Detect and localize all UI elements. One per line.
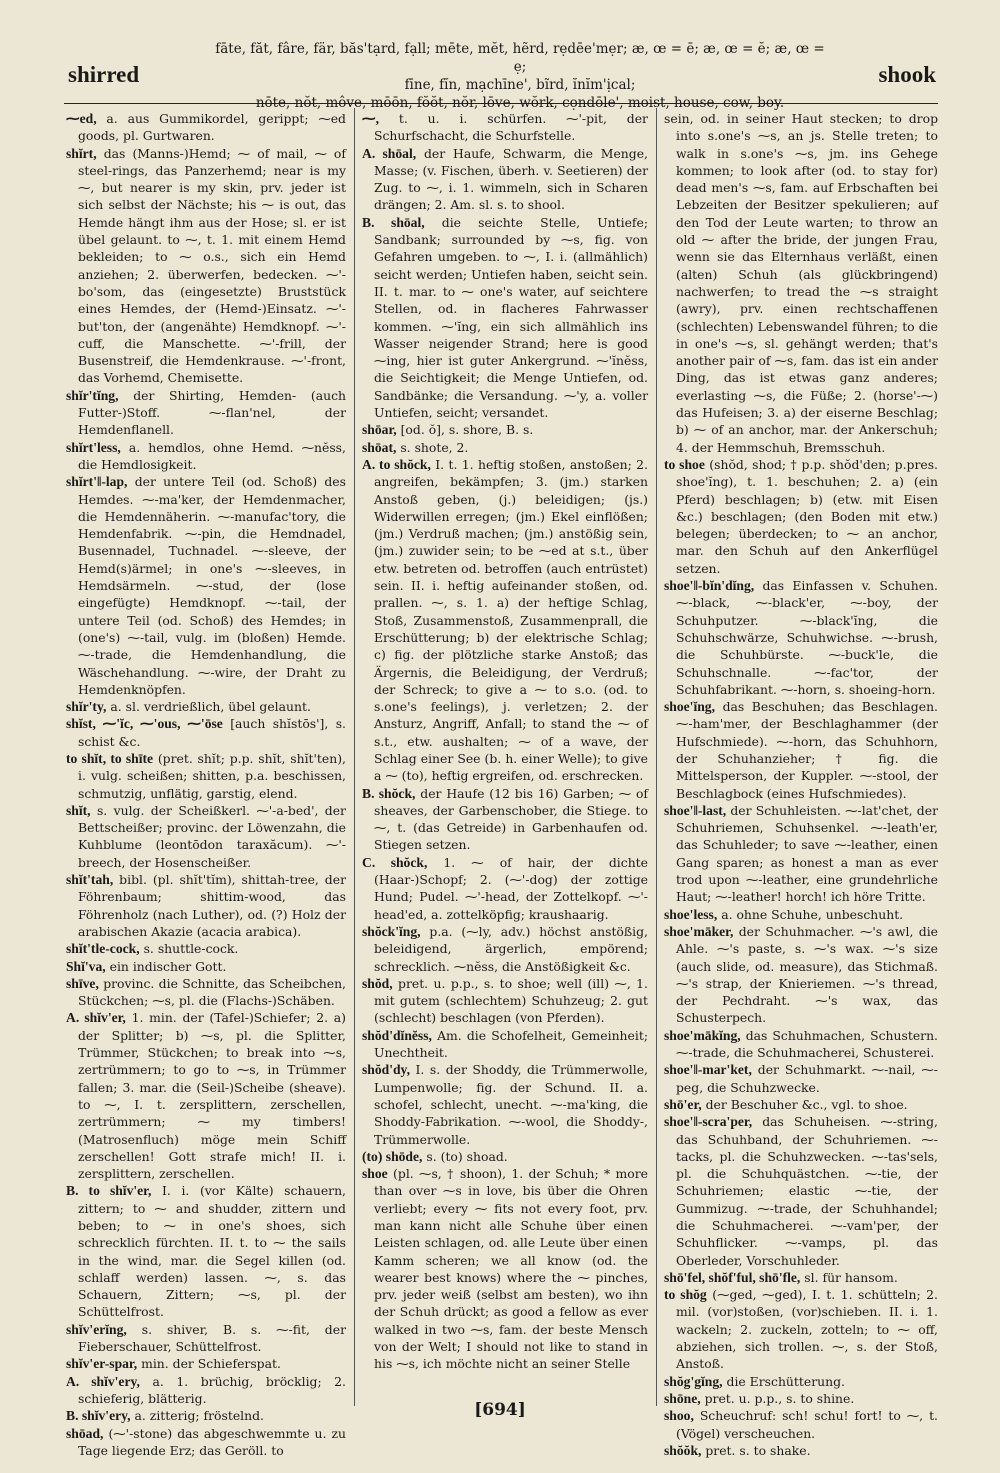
entry-headword: shĭrt'‖-lap,	[66, 474, 128, 490]
dictionary-entry	[664, 577, 938, 698]
dictionary-entry	[664, 1096, 938, 1113]
entry-definition: (pret. shĭt; p.p. shĭt, shĭt'ten), i. vulg. scheißen; shitten, p.a. beschissen, schmutzig, unflätig, garstig, elend.	[78, 750, 346, 801]
entry-headword: shĭrt'less,	[66, 439, 121, 455]
entry-headword: shŏd,	[362, 975, 393, 991]
entry-definition: das (Manns-)Hemd; ⁓ of mail, ⁓ of steel-rings, das Panzerhemd; near is my ⁓, but nearer is my skin, prv. jeder ist sich selbst der Nächste; his ⁓ is out, das Hemde hängt ihm aus der Hose; sl. er ist übel gelaunt. to ⁓, t. 1. mit einem Hemd bekleiden; to ⁓ o.s., sich ein Hemd anziehen; 2. überwerfen, bedecken. ⁓'-bo'som, das (eingesetzte) Bruststück eines Hemdes, der (Hemd-)Einsatz. ⁓'-but'ton, der (angenähte) Hemdknopf. ⁓'-cuff, die Manschette. ⁓'-frill, der Busenstreif, die Hemdenkrause. ⁓'-front, das Vorhemd, Chemisette.	[78, 145, 346, 386]
page-number: [694]	[474, 1400, 526, 1420]
entry-definition: pret. u. p.p., s. to shoe; well (ill) ⁓, 1. mit gutem (schlechtem) Schuhzeug; 2. gut (schlecht) beschlagen (von Pferden).	[374, 975, 648, 1026]
entry-definition: I. t. 1. heftig stoßen, anstoßen; 2. angreifen, bekämpfen; 3. (jm.) starken Anstoß geben, (j.) beleidigen; (js.) Widerwillen erregen; (jm.) Ekel einflößen; (jm.) Verdruß machen; (jm.) anstößig sein, (jm.) zuwider sein; to be ⁓ed at s.t., über etw. betreten od. betroffen (auch entrüstet) sein. II. i. heftig aufeinander stoßen, od. prallen. ⁓, s. 1. a) der heftige Schlag, Stoß, Zusammenstoß, Zusammenprall, die Erschütterung; b) der elektrische Schlag; c) fig. der plötzliche starke Anstoß; das Ärgernis, die Beleidigung, der Verdruß; der Schreck; to give a ⁓ to s.o. (od. to s.one's feelings), j. verletzen; 2. der Ansturz, Angriff, Anfall; to stand the ⁓ of s.t., etw. aushalten; ⁓ of a wave, der Schlag einer See (b. h. einer Welle); to give a ⁓ (to), heftig ergreifen, od. erschrecken.	[374, 456, 648, 784]
entry-definition: bibl. (pl. shĭt'tĭm), shittah-tree, der Föhrenbaum; shittim-wood, das Föhrenholz (nach Luther), od. (?) Holz der arabischen Akazie (acacia arabica).	[78, 872, 346, 939]
dictionary-entry	[362, 785, 648, 854]
guide-word-right: shook	[878, 62, 936, 87]
entry-definition: s. shiver, B. s. ⁓-fit, der Fieberschauer, Schüttelfrost.	[78, 1321, 346, 1355]
entry-definition: sein, od. in seiner Haut stecken; to drop into s.one's ⁓s, an js. Stelle treten; to walk in s.one's ⁓s, jm. ins Gehege kommen; to look after (od. to stay for) dead men's ⁓s, fam. auf Erbschaften bei Lebzeiten der Besitzer spekulieren; auf den Tod der Leute warten; to throw an old ⁓ after the bride, der jungen Frau, wenn sie das Elternhaus verläßt, einen (alten) Schuh (als glückbringend) nachwerfen; to tread the ⁓s straight (awry), prv. einen rechtschaffenen (schlechten) Lebenswandel führen; to die in one's ⁓s, sl. gehängt werden; that's another pair of ⁓s, fam. das ist ein ander Ding, das ist etwas ganz anderes; everlasting ⁓s, die Füße; 2. (horse'-⁓) das Hufeisen; 3. a) der eiserne Beschlag; b) ⁓ of an anchor, mar. der Ankerschuh; 4. der Hemmschuh, Bremsschuh.	[664, 111, 938, 455]
dictionary-entry	[664, 1027, 938, 1062]
entry-headword: shoe'less,	[664, 906, 718, 922]
pronunciation-key	[210, 40, 830, 112]
entry-headword: A. shĭv'ery,	[66, 1373, 140, 1389]
column-1	[66, 110, 346, 1458]
entry-headword: to shŏg	[664, 1287, 707, 1303]
entry-headword: shīve,	[66, 975, 99, 991]
header-rule	[64, 103, 938, 104]
entry-headword: shĭt'tah,	[66, 872, 114, 888]
entry-headword: shoe'‖-last,	[664, 802, 727, 818]
dictionary-entry	[664, 923, 938, 1027]
entry-headword: C. shŏck,	[362, 854, 428, 870]
dictionary-entry	[664, 1269, 938, 1286]
entry-definition: s. (to) shoad.	[426, 1148, 508, 1164]
guide-word-left: shirred	[68, 62, 140, 87]
entry-headword: shĭr'ty,	[66, 699, 107, 715]
dictionary-entry	[362, 923, 648, 975]
dictionary-entry	[66, 698, 346, 715]
entry-definition: 1. min. der (Tafel-)Schiefer; 2. a) der Splitter; b) ⁓s, pl. die Splitter, Trümmer, Stückchen; to break into ⁓s, zertrümmern; to go to ⁓s, in Trümmer fallen; 3. mar. die (Seil-)Scheibe (sheave). to ⁓, I. t. zersplittern, zerschellen, zertrümmern; ⁓ my timbers! (Matrosenfluch) möge mein Schiff zerschellen! Gott strafe mich! II. i. zersplittern, zerschellen.	[78, 1010, 346, 1182]
entry-definition: die Erschütterung.	[726, 1373, 845, 1389]
dictionary-entry	[66, 473, 346, 698]
dictionary-entry	[66, 715, 346, 750]
entry-headword: shoe'‖-bĭn'dĭng,	[664, 578, 755, 594]
dictionary-entry	[66, 1182, 346, 1320]
entry-headword: to shĭt, to shīte	[66, 750, 154, 766]
dictionary-entry	[664, 698, 938, 802]
dictionary-entry	[66, 1355, 346, 1372]
dictionary-entry	[664, 906, 938, 923]
dictionary-entry	[362, 1061, 648, 1147]
entry-headword: shŏck'ĭng,	[362, 923, 421, 939]
entry-definition: (pl. ⁓s, † shoon), 1. der Schuh; * more than over ⁓s in love, bis über die Ohren verliebt; every ⁓ fits not every foot, prv. man kann nicht alle Schuhe über einen Leisten schlagen, od. alle Leute über einen Kamm scheren; we all know (od. the wearer best knows) where the ⁓ pinches, prv. jeder weiß (selbst am besten), wo ihn der Schuh drückt; as good a fellow as ever walked in two ⁓s, fam. der beste Mensch von der Welt; I should not like to stand in his ⁓s, ich möchte nicht an seiner Stelle	[374, 1166, 648, 1372]
entry-definition: s. shuttle-cock.	[143, 941, 239, 957]
entry-definition: [od. ŏ], s. shore, B. s.	[400, 422, 534, 438]
dictionary-entry	[664, 456, 938, 577]
entry-definition: der Schuhmacher. ⁓'s awl, die Ahle. ⁓'s paste, s. ⁓'s wax. ⁓'s size (auch slide, od. measure), das Stichmaß. ⁓'s strap, der Knieriemen. ⁓'s thread, der Pechdraht. ⁓'s wax, das Schusterpech.	[676, 923, 938, 1026]
entry-headword: B. shōal,	[362, 214, 425, 230]
dictionary-entry	[362, 145, 648, 214]
entry-definition: a. aus Gummikordel, gerippt; ⁓ed goods, pl. Gurtwaren.	[78, 111, 346, 144]
dictionary-entry	[66, 750, 346, 802]
entry-definition: ein indischer Gott.	[109, 958, 227, 974]
entry-headword: shoe'māker,	[664, 923, 734, 939]
column-divider	[656, 108, 657, 1406]
entry-definition: die seichte Stelle, Untiefe; Sandbank; surrounded by ⁓s, fig. von Gefahren umgeben. to ⁓, I. i. (allmählich) seicht werden; Untiefen haben, seicht sein. II. t. mar. to ⁓ one's water, auf seichtere Stellen, od. in flacheres Fahrwasser kommen. ⁓'ĭng, ein sich allmählich ins Wasser neigender Strand; here is good ⁓ing, hier ist guter Ankergrund. ⁓'ĭnĕss, die Seichtigkeit; die Menge Untiefen, od. Sandbänke; die Versandung. ⁓'y, a. voller Untiefen, seicht; versandet.	[374, 214, 648, 421]
entry-headword: shĭrt,	[66, 145, 97, 161]
entry-headword: shoe'mākĭng,	[664, 1027, 741, 1043]
entry-definition: 1. ⁓ of hair, der dichte (Haar-)Schopf; 2. (⁓'-dog) der zottige Hund; Pudel. ⁓'-head, der Zottelkopf. ⁓'-head'ed, a. zottelköpfig; kraushaarig.	[374, 854, 648, 922]
page-header	[60, 40, 940, 111]
dictionary-entry	[66, 958, 346, 975]
entry-definition: s. shote, 2.	[400, 439, 469, 455]
entry-definition: (⁓ged, ⁓ged), I. t. 1. schütteln; 2. mil. (vor)stoßen, (vor)schieben. II. i. 1. wackeln; 2. zuckeln, zotteln; to ⁓ off, abziehen, sich trollen. ⁓, s. der Stoß, Anstoß.	[676, 1287, 938, 1372]
entry-headword: shĭt,	[66, 802, 91, 818]
entry-definition: (shŏd, shod; † p.p. shŏd'den; p.pres. shoe'ĭng), t. 1. beschuhen; 2. a) (ein Pferd) beschlagen; b) (etw. mit Eisen &c.) beschlagen; (den Boden mit etw.) belegen; überdecken; to ⁓ an anchor, mar. den Schuh auf den Ankerflügel setzen.	[676, 456, 938, 576]
dictionary-entry	[362, 456, 648, 785]
entry-headword: shŏŏk,	[664, 1442, 702, 1458]
entry-definition: das Einfassen v. Schuhen. ⁓-black, ⁓-black'er, ⁓-boy, der Schuhputzer. ⁓-black'ĭng, die Schuhschwärze, Schuhwichse. ⁓-brush, die Schuhbürste. ⁓-buck'le, die Schuhschnalle. ⁓-fac'tor, der Schuhfabrikant. ⁓-horn, s. shoeing-horn.	[676, 578, 938, 697]
dictionary-entry	[66, 110, 346, 145]
dictionary-entry	[66, 145, 346, 387]
entry-definition: Scheuchruf: sch! schu! fort! to ⁓, t. (Vögel) verscheuchen.	[676, 1408, 938, 1441]
dictionary-entry	[664, 1113, 938, 1269]
dictionary-entry	[362, 439, 648, 456]
dictionary-entry	[664, 1061, 938, 1096]
entry-definition: a. hemdlos, ohne Hemd. ⁓nĕss, die Hemdlosigkeit.	[78, 439, 346, 472]
dictionary-entry	[66, 1425, 346, 1460]
dictionary-entry	[664, 110, 938, 456]
entry-headword: to shoe	[664, 456, 705, 472]
entry-definition: der Haufe (12 bis 16) Garben; ⁓ of sheaves, der Garbenschober, die Stiege. to ⁓, t. (das Getreide) in Garbenhaufen od. Stiegen setzen.	[374, 785, 648, 853]
entry-headword: shōat,	[362, 439, 397, 455]
entry-headword: A. shĭv'er,	[66, 1010, 126, 1026]
dictionary-entry	[362, 1148, 648, 1165]
entry-definition: der untere Teil (od. Schoß) des Hemdes. ⁓-ma'ker, der Hemdenmacher, die Hemdennäherin. ⁓-manufac'tory, die Hemdenfabrik. ⁓-pin, die Hemdnadel, Busennadel, Tuchnadel. ⁓-sleeve, der Hemd(s)ärmel; in one's ⁓-sleeves, in Hemdsärmeln. ⁓-stud, der (lose eingefügte) Hemdknopf. ⁓-tail, der untere Teil (od. Schoß) des Hemdes; in (one's) ⁓-tail, vulg. im (bloßen) Hemde. ⁓-trade, die Hemdenhandlung, die Wäschehandlung. ⁓-wire, der Draht zu Hemdenknöpfen.	[78, 474, 346, 697]
entry-definition: pret. u. p.p., s. to shine.	[704, 1390, 855, 1406]
entry-headword: shoe'ĭng,	[664, 699, 715, 715]
dictionary-entry	[362, 854, 648, 923]
entry-headword: shĭt'tle-cock,	[66, 941, 140, 957]
entry-headword: shōar,	[362, 422, 397, 438]
entry-headword: shĭv'erĭng,	[66, 1321, 127, 1337]
dictionary-entry	[664, 1442, 938, 1459]
entry-headword: ⁓,	[362, 111, 379, 126]
entry-definition: der Beschuher &c., vgl. to shoe.	[705, 1096, 908, 1112]
entry-definition: der Shirting, Hemden- (auch Futter-)Stoff. ⁓-flan'nel, der Hemdenflanell.	[78, 387, 346, 438]
dictionary-entry	[66, 387, 346, 439]
dictionary-entry	[664, 802, 938, 906]
entry-definition: sl. für hansom.	[804, 1269, 898, 1285]
entry-definition: das Beschuhen; das Beschlagen. ⁓-ham'mer, der Beschlaghammer (der Hufschmiede). ⁓-horn, das Schuhhorn, der Schuhanzieher; † fig. die Mittelsperson, der Kuppler. ⁓-stool, der Beschlagbock (eines Hufschmiedes).	[676, 699, 938, 801]
entry-definition: [auch shĭstōs'], s. schist &c.	[78, 716, 346, 749]
entry-definition: das Schuhmachen, Schustern. ⁓-trade, die Schuhmacherei, Schusterei.	[676, 1027, 938, 1061]
entry-headword: shŏd'dĭnĕss,	[362, 1027, 432, 1043]
entry-definition: Am. die Schofelheit, Gemeinheit; Unechtheit.	[374, 1027, 648, 1061]
dictionary-entry	[362, 975, 648, 1027]
pronunciation-line-2: fīne, fĭn, mạchīne', bĩrd, ĭnĭm'ịcal;	[404, 77, 636, 93]
entry-definition: p.a. (⁓ly, adv.) höchst anstößig, beleidigend, ärgerlich, empörend; schrecklich. ⁓nĕss, die Anstößigkeit &c.	[374, 923, 648, 974]
entry-definition: pret. s. to shake.	[705, 1442, 811, 1458]
entry-headword: shoe	[362, 1166, 388, 1182]
entry-headword: shōne,	[664, 1390, 701, 1406]
entry-headword: A. shōal,	[362, 145, 417, 161]
entry-headword: B. shĭv'ery,	[66, 1408, 131, 1424]
entry-definition: der Haufe, Schwarm, die Menge, Masse; (v. Fischen, überh. v. Seetieren) der Zug. to ⁓, i. 1. wimmeln, sich in Scharen drängen; 2. Am. sl. s. to shool.	[374, 145, 648, 213]
entry-headword: shŏg'gĭng,	[664, 1373, 723, 1389]
dictionary-entry	[362, 421, 648, 438]
entry-definition: der Schuhmarkt. ⁓-nail, ⁓-peg, die Schuhzwecke.	[676, 1062, 938, 1095]
pronunciation-line-3: nōte, nŏt, môve, mōōn, fŏŏt, nŏr, lōve, wŏrk, cọndōle', moist, house, cow, boy.	[255, 95, 785, 111]
dictionary-entry	[664, 1286, 938, 1372]
dictionary-entry	[66, 871, 346, 940]
column-divider	[354, 108, 355, 1406]
entry-definition: provinc. die Schnitte, das Scheibchen, Stückchen; ⁓s, pl. die (Flachs-)Schäben.	[78, 975, 346, 1009]
column-2	[362, 110, 648, 1405]
entry-definition: min. der Schieferspat.	[141, 1356, 281, 1372]
column-3	[664, 110, 938, 1458]
entry-definition: t. u. i. schürfen. ⁓'-pit, der Schurfschacht, die Schurfstelle.	[374, 111, 648, 144]
dictionary-entry	[362, 110, 648, 145]
entry-definition: das Schuheisen. ⁓-string, das Schuhband, der Schuhriemen. ⁓-tacks, pl. die Schuhzwecken. ⁓-tas'sels, pl. die Schuhquästchen. ⁓-tie, der Schuhriemen; elastic ⁓-tie, der Gummizug. ⁓-trade, der Schuhhandel; die Schuhmacherei. ⁓-vam'per, der Schuhflicker. ⁓-vamps, pl. das Oberleder, Vorschuhleder.	[676, 1114, 938, 1268]
entry-definition: der Schuhleisten. ⁓-lat'chet, der Schuhriemen, Schuhsenkel. ⁓-leath'er, das Schuhleder; to save ⁓-leather, einen Gang sparen; as honest a man as ever trod upon ⁓-leather, eine grundehrliche Haut; ⁓-leather! horch! ich höre Tritte.	[676, 802, 938, 905]
dictionary-entry	[66, 1321, 346, 1356]
dictionary-entry	[362, 1027, 648, 1062]
entry-headword: shō'fel, shŏf'ful, shō'fle,	[664, 1269, 801, 1285]
entry-headword: shōad,	[66, 1425, 104, 1441]
entry-headword: shoo,	[664, 1408, 694, 1424]
entry-headword: A. to shŏck,	[362, 456, 431, 472]
entry-headword: B. to shĭv'er,	[66, 1183, 152, 1199]
entry-headword: shoe'‖-mar'ket,	[664, 1062, 752, 1078]
dictionary-entry	[664, 1373, 938, 1390]
entry-headword: shĭr'tĭng,	[66, 387, 119, 403]
entry-headword: shĭst, ⁓'ĭc, ⁓'ous, ⁓'ōse	[66, 716, 223, 732]
entry-definition: I. i. (vor Kälte) schauern, zittern; to ⁓ and shudder, zittern und beben; to ⁓ in one's shoes, sich schrecklich fürchten. II. t. to ⁓ the sails in the wind, mar. die Segel killen (od. schlaff werden) lassen. ⁓, s. das Schauern, Zittern; ⁓s, pl. der Schüttelfrost.	[78, 1183, 346, 1320]
dictionary-entry	[66, 439, 346, 474]
dictionary-entry	[66, 1009, 346, 1182]
pronunciation-line-1: fāte, făt, fâre, fär, băs'tạrd, fạll; mēte, mĕt, hẽrd, rẹdēe'mẹr; æ, œ = ē; æ, œ = ĕ; æ, œ = ẹ;	[215, 41, 825, 75]
dictionary-entry	[66, 975, 346, 1010]
entry-headword: shō'er,	[664, 1096, 702, 1112]
dictionary-entry	[362, 214, 648, 422]
entry-definition: a. ohne Schuhe, unbeschuht.	[721, 906, 904, 922]
entry-headword: B. shŏck,	[362, 785, 416, 801]
dictionary-entry	[66, 802, 346, 871]
entry-definition: s. vulg. der Scheißkerl. ⁓'-a-bed', der Bettscheißer; provinc. der Löwenzahn, die Kuhblume (leontōdon taraxăcum). ⁓'-breech, der Hosenscheißer.	[78, 802, 346, 870]
entry-headword: shŏd'dy,	[362, 1062, 410, 1078]
entry-definition: (⁓'-stone) das abgeschwemmte u. zu Tage liegende Erz; das Geröll. to	[78, 1425, 346, 1458]
entry-headword: shĭv'er-spar,	[66, 1356, 138, 1372]
dictionary-entry	[362, 1165, 648, 1373]
entry-definition: a. sl. verdrießlich, übel gelaunt.	[110, 699, 311, 715]
entry-headword: (to) shōde,	[362, 1148, 423, 1164]
entry-headword: Shĭ'va,	[66, 958, 106, 974]
entry-definition: I. s. der Shoddy, die Trümmerwolle, Lumpenwolle; fig. der Schund. II. a. schofel, schlecht, unecht. ⁓-ma'king, die Shoddy-Fabrikation. ⁓-wool, die Shoddy-, Trümmerwolle.	[374, 1062, 648, 1147]
entry-definition: a. zitterig; fröstelnd.	[134, 1408, 264, 1424]
entry-definition: a. 1. brüchig, bröcklig; 2. schieferig, blätterig.	[78, 1373, 346, 1406]
dictionary-entry	[66, 940, 346, 957]
entry-headword: ⁓ed,	[66, 111, 97, 126]
entry-headword: shoe'‖-scra'per,	[664, 1114, 753, 1130]
